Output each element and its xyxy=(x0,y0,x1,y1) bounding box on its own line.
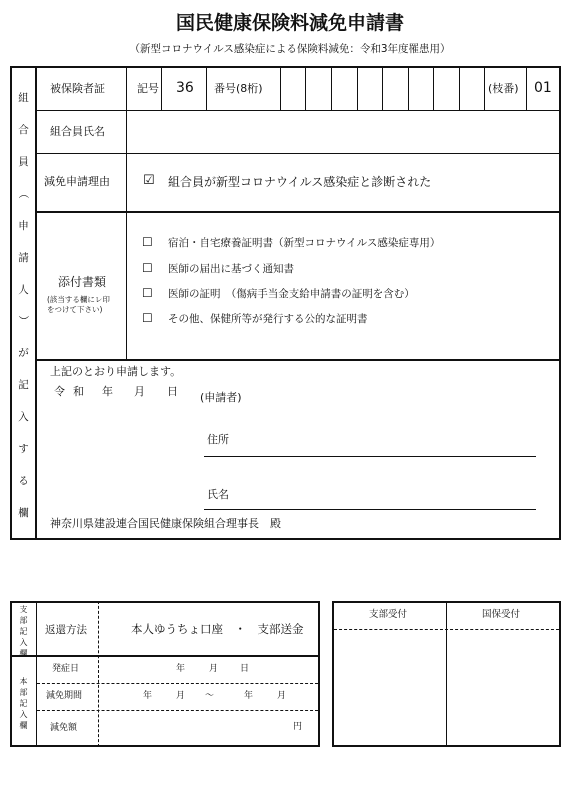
reason-checkbox[interactable]: ☑ xyxy=(143,173,155,188)
onset-year: 年 xyxy=(176,664,186,674)
period-end-month: 月 xyxy=(277,691,287,701)
attachment-item: その他、保健所等が発行する公的な証明書 xyxy=(168,313,368,325)
edaban-label: (枝番) xyxy=(488,82,519,95)
side-char: 請 xyxy=(18,251,29,264)
side-char: 組 xyxy=(18,92,29,104)
address-label: 住所 xyxy=(207,433,229,446)
kokuho-reception-stamp-area[interactable] xyxy=(447,630,559,745)
side-char: 入 xyxy=(18,411,29,424)
side-char: 記 xyxy=(18,379,29,392)
shibu-char: 部 xyxy=(19,616,28,625)
edaban-value[interactable]: 01 xyxy=(534,80,552,96)
shibu-char: 欄 xyxy=(19,649,28,658)
attachments-note: (該当する欄にレ印 xyxy=(47,295,110,304)
reduction-amount-yen: 円 xyxy=(293,722,303,732)
address-line[interactable] xyxy=(204,456,536,457)
honbu-char: 欄 xyxy=(19,721,28,730)
kokuho-reception-label: 国保受付 xyxy=(482,609,521,620)
honbu-char: 記 xyxy=(19,699,28,708)
reason-text: 組合員が新型コロナウイルス感染症と診断された xyxy=(168,175,432,189)
bango-digit-cell[interactable] xyxy=(332,67,357,110)
attachment-checkbox[interactable]: ☐ xyxy=(142,286,153,300)
period-start-month: 月 xyxy=(176,691,186,701)
bango-digit-cell[interactable] xyxy=(306,67,331,110)
honbu-char: 入 xyxy=(19,710,28,719)
bango-digit-cell[interactable] xyxy=(281,67,305,110)
application-statement: 上記のとおり申請します。 xyxy=(50,365,182,378)
reason-label: 減免申請理由 xyxy=(44,175,110,188)
honbu-char: 部 xyxy=(19,688,28,697)
side-char: が xyxy=(18,347,29,360)
honbu-entry-label xyxy=(12,676,35,730)
side-char: （ xyxy=(17,188,29,199)
page-subtitle: （新型コロナウイルス感染症による保険料減免：令和3年度罹患用） xyxy=(129,43,451,55)
page-title: 国民健康保険料減免申請書 xyxy=(175,12,404,34)
period-start-year: 年 xyxy=(143,691,153,701)
attachment-item: 宿泊・自宅療養証明書（新型コロナウイルス感染症専用） xyxy=(168,237,441,249)
addressee: 神奈川県建設連合国民健康保険組合理事長 殿 xyxy=(50,517,281,530)
side-char: 員 xyxy=(18,155,29,168)
side-char: 欄 xyxy=(18,506,29,519)
reduction-amount-label: 減免額 xyxy=(50,723,78,733)
onset-date-label: 発症日 xyxy=(52,664,80,674)
shibu-char: 入 xyxy=(19,638,28,647)
bango-digit-cell[interactable] xyxy=(383,67,408,110)
attachment-item: 医師の証明 （傷病手当金支給申請書の証明を含む） xyxy=(168,288,415,300)
date-reiwa: 令 xyxy=(54,385,65,398)
bango-digit-cell[interactable] xyxy=(460,67,484,110)
honbu-char: 本 xyxy=(19,677,28,686)
kigo-value[interactable]: 36 xyxy=(176,80,194,96)
attachments-note: をつけて下さい) xyxy=(47,305,103,314)
member-name-field[interactable] xyxy=(127,111,559,153)
attachment-checkbox[interactable]: ☐ xyxy=(142,311,153,325)
applicant-label: (申請者) xyxy=(200,391,242,404)
insurance-card-label: 被保険者証 xyxy=(50,82,105,95)
date-year: 年 xyxy=(102,385,113,398)
onset-month: 月 xyxy=(209,664,219,674)
bango-digit-cell[interactable] xyxy=(358,67,382,110)
refund-method-options[interactable]: 本人ゆうちょ口座 ・ 支部送金 xyxy=(131,622,304,636)
date-wa: 和 xyxy=(73,385,84,398)
side-char: 人 xyxy=(18,283,29,296)
attachment-checkbox[interactable]: ☐ xyxy=(142,235,153,249)
bango-digit-cell[interactable] xyxy=(434,67,459,110)
name-line[interactable] xyxy=(204,509,536,510)
shibu-char: 支 xyxy=(19,605,28,614)
branch-reception-stamp-area[interactable] xyxy=(334,630,446,745)
branch-reception-label: 支部受付 xyxy=(369,609,408,620)
period-end-year: 年 xyxy=(244,691,254,701)
reduction-period-label: 減免期間 xyxy=(46,691,83,701)
date-day: 日 xyxy=(167,385,178,398)
member-name-label: 組合員氏名 xyxy=(50,125,105,138)
kigo-label: 記号 xyxy=(137,82,159,95)
bango-label: 番号(8桁) xyxy=(214,82,263,95)
attachments-label: 添付書類 xyxy=(58,275,107,289)
shibu-char: 記 xyxy=(19,627,28,636)
side-char: 申 xyxy=(18,219,29,232)
side-char: 合 xyxy=(18,123,29,136)
date-month: 月 xyxy=(134,385,145,398)
side-char: す xyxy=(18,443,29,456)
side-char: る xyxy=(18,475,29,488)
name-label: 氏名 xyxy=(207,488,229,501)
shibu-entry-label xyxy=(12,604,35,658)
bango-digit-cell[interactable] xyxy=(409,67,433,110)
refund-method-label: 返還方法 xyxy=(45,624,87,636)
attachment-item: 医師の届出に基づく通知書 xyxy=(168,263,294,275)
attachment-checkbox[interactable]: ☐ xyxy=(142,261,153,275)
side-char: ） xyxy=(17,315,29,327)
onset-day: 日 xyxy=(240,664,250,674)
period-tilde: ～ xyxy=(205,691,215,701)
side-label-applicant-section xyxy=(12,90,35,520)
